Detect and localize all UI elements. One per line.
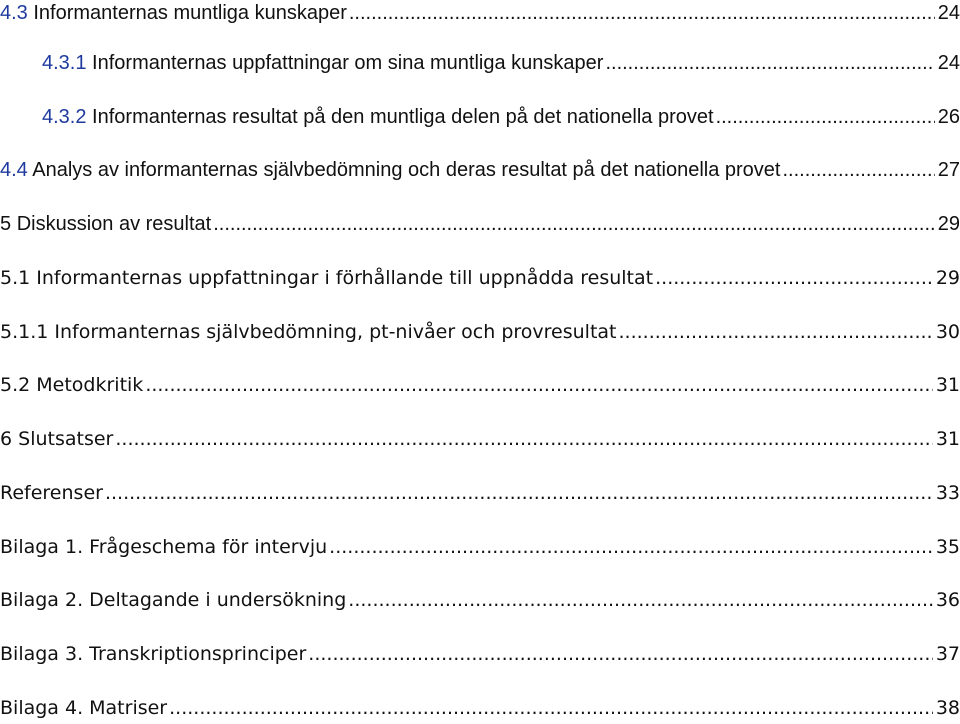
toc-entry-title: Bilaga 4. Matriser [0,697,168,719]
toc-entry[interactable] [42,52,960,75]
toc-entry[interactable] [0,482,960,504]
toc-leader [782,159,934,182]
toc-entry-title: 4.4 Analys av informanternas självbedömning och deras resultat på det nationella provet [0,159,781,181]
toc-entry-title: 5.1.1 Informanternas självbedömning, pt-nivåer och provresultat [0,321,617,343]
toc-entry-title: Bilaga 2. Deltagande i undersökning [0,589,347,611]
toc-leader [169,697,933,719]
toc-leader [605,52,934,75]
toc-entry[interactable] [0,428,960,450]
toc-leader [329,536,933,558]
toc-page-number: 24 [937,2,960,24]
toc-leader [716,106,935,129]
toc-leader [308,643,933,665]
toc-page-number: 26 [937,106,960,128]
toc-entry-number: 5.1.1 [0,321,49,343]
toc-entry-number: 6 [0,428,13,450]
toc-page-number: 31 [935,374,960,396]
toc-entry[interactable] [0,321,960,343]
toc-entry-title: 5.1 Informanternas uppfattningar i förhållande till uppnådda resultat [0,267,654,289]
toc-entry-title: 4.3 Informanternas muntliga kunskaper [0,2,347,24]
toc-entry-number: 5.1 [0,267,31,289]
toc-page-number: 29 [935,267,960,289]
toc-entry-title: 4.3.2 Informanternas resultat på den muntliga delen på det nationella provet [42,106,714,128]
toc-page-number: 27 [937,159,960,181]
toc-entry[interactable] [0,159,960,182]
toc-entry-number: 4.3.2 [42,106,87,128]
toc-entry-title: Referenser [0,482,103,504]
toc-entry-title: 5 Diskussion av resultat [0,213,212,235]
toc-leader [115,428,932,450]
toc-page-number: 29 [937,213,960,235]
toc-entry[interactable] [0,213,960,236]
toc-page-number: 33 [935,482,960,504]
toc-entry[interactable] [0,589,960,611]
toc-entry-number: 5 [0,213,12,235]
toc-entry[interactable] [0,643,960,665]
toc-page-number: 30 [935,321,960,343]
toc-leader [213,213,935,236]
toc-entry[interactable] [0,374,960,396]
toc-entry-number: 4.3 [0,2,28,24]
toc-page-number: 36 [935,589,960,611]
toc-entry-number: 4.4 [0,159,28,181]
toc-page-number: 31 [935,428,960,450]
toc-entry-title: Bilaga 1. Frågeschema för intervju [0,536,328,558]
toc-entry-title: Bilaga 3. Transkriptionsprinciper [0,643,307,665]
toc-page-number: 38 [935,697,960,719]
toc-entry[interactable] [0,267,960,289]
toc-page-number: 37 [935,643,960,665]
toc-entry[interactable] [0,2,960,25]
toc-entry-number: 5.2 [0,374,31,396]
toc-leader [349,2,935,25]
toc-page-number: 35 [935,536,960,558]
toc-leader [348,589,933,611]
toc-entry-title: 6 Slutsatser [0,428,114,450]
toc-entry[interactable] [0,536,960,558]
toc-leader [105,482,933,504]
toc-entry-number: 4.3.1 [42,52,87,74]
toc-entry[interactable] [42,106,960,129]
toc-leader [655,267,933,289]
toc-leader [619,321,933,343]
toc-entry[interactable] [0,697,960,719]
toc-leader [145,374,933,396]
toc-page-number: 24 [937,52,960,74]
toc-entry-title: 5.2 Metodkritik [0,374,144,396]
toc-entry-title: 4.3.1 Informanternas uppfattningar om sina muntliga kunskaper [42,52,604,74]
